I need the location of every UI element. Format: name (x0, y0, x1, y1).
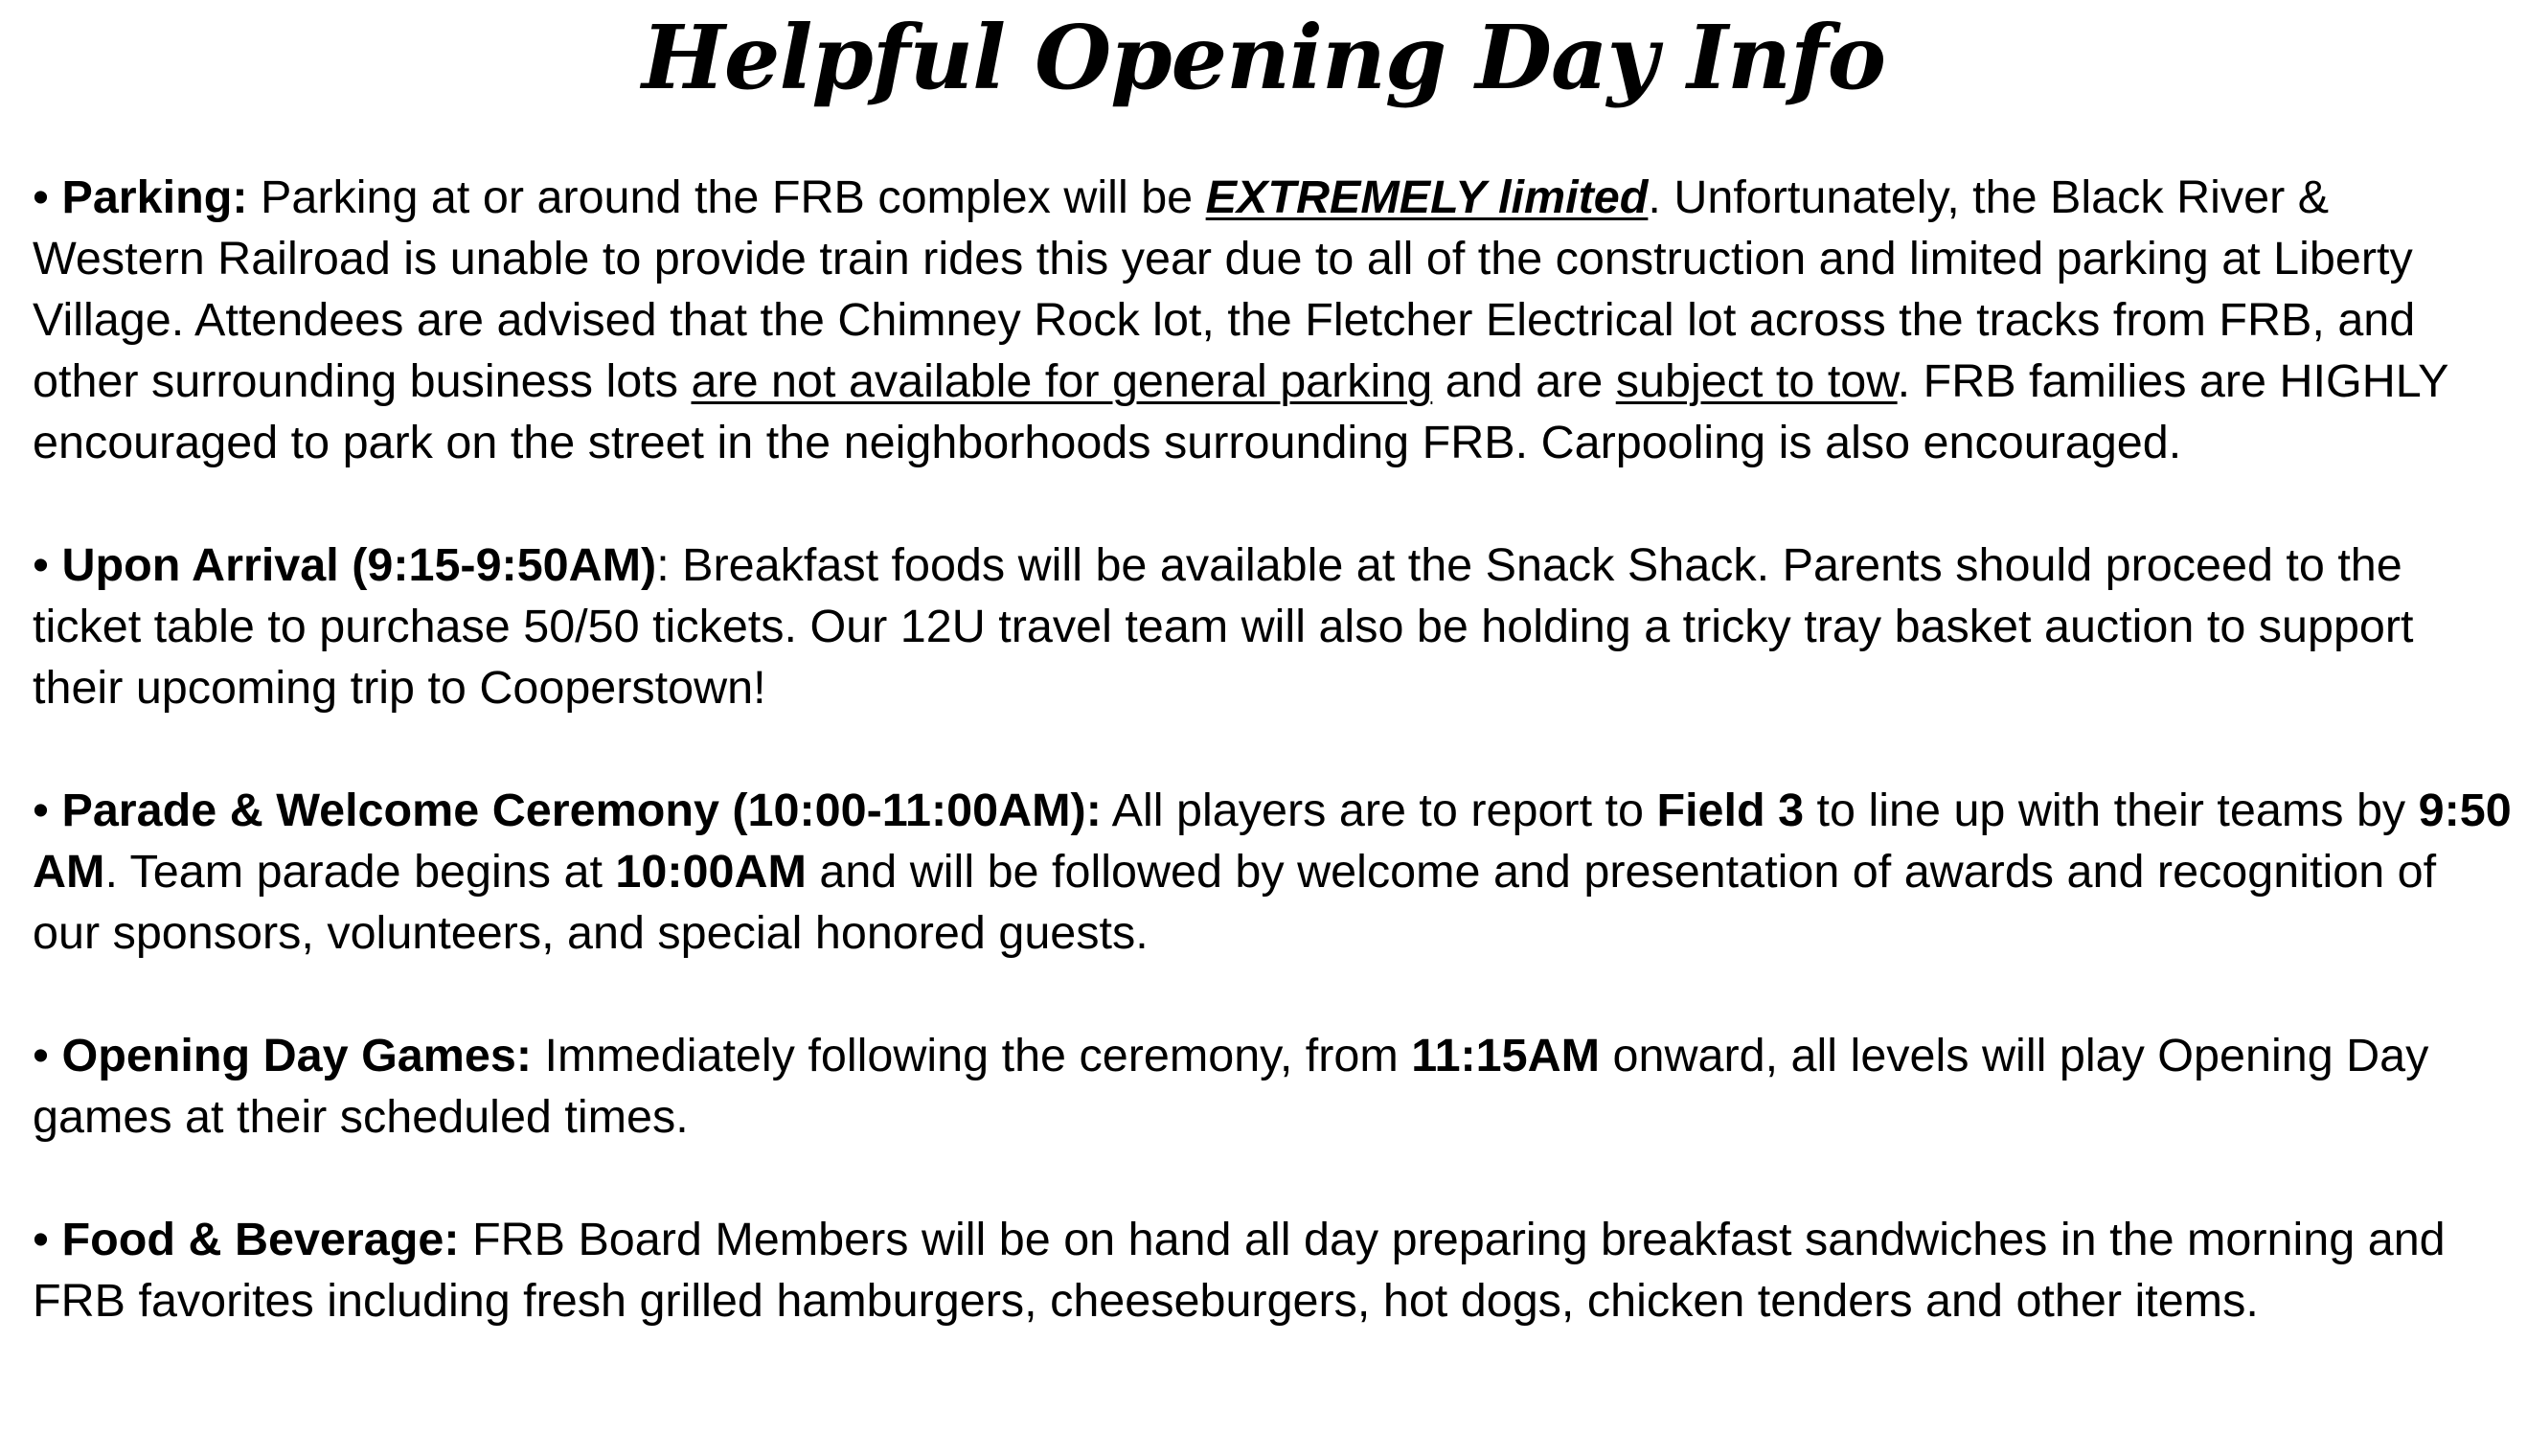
bullet: • (33, 1214, 49, 1265)
games-time: 11:15AM (1411, 1030, 1601, 1081)
page-title: Helpful Opening Day Info (641, 6, 1885, 109)
parade-start-time: 10:00AM (615, 846, 807, 898)
parking-text-1: Parking at or around the FRB complex will be (247, 171, 1206, 223)
games-text-1: Immediately following the ceremony, from (532, 1030, 1412, 1081)
arrival-section (33, 535, 2514, 718)
bullet: • (33, 785, 49, 836)
parade-section (33, 780, 2514, 964)
parade-label: Parade & Welcome Ceremony (10:00-11:00AM): (61, 785, 1102, 836)
bullet: • (33, 171, 49, 223)
games-label: Opening Day Games: (61, 1030, 532, 1081)
parking-not-available: are not available for general parking (691, 355, 1433, 407)
games-section (33, 1025, 2514, 1148)
arrival-label: Upon Arrival (9:15-9:50AM) (61, 539, 657, 591)
parking-section (33, 167, 2514, 473)
parking-text-4: . FRB families are HIGHLY encouraged to park on the street in the neighborhoods surrounding FRB. Carpooling is also encouraged. (33, 355, 2448, 468)
food-section (33, 1209, 2514, 1331)
bullet: • (33, 539, 49, 591)
parade-report-time: 9:50 AM (33, 785, 2512, 898)
info-list (33, 167, 2514, 1331)
parking-subject-to-tow: subject to tow (1615, 355, 1898, 407)
parking-label: Parking: (61, 171, 248, 223)
parade-text-1: All players are to report to (1101, 785, 1657, 836)
parade-text-2: to line up with their teams by (1804, 785, 2419, 836)
parking-text-2: . Unfortunately, the Black River & Western Railroad is unable to provide train rides this year due to all of the construction and limited parking at Liberty Village. Attendees are advised that the Chimney Rock lot, the Fletcher Electrical lot across the tracks from FRB, and other surrounding business lots (33, 171, 2416, 407)
parade-text-3: . Team parade begins at (104, 846, 616, 898)
arrival-text: : Breakfast foods will be available at the Snack Shack. Parents should proceed to the ticket table to purchase 50/50 tickets. Our 12U travel team will also be holding a tricky tray basket auction to support their upcoming trip to Cooperstown! (33, 539, 2414, 714)
parade-text-4: and will be followed by welcome and presentation of awards and recognition of our sponsors, volunteers, and special honored guests. (33, 846, 2437, 959)
parade-field: Field 3 (1656, 785, 1805, 836)
parking-text-3: and are (1432, 355, 1616, 407)
bullet: • (33, 1030, 49, 1081)
games-text-2: onward, all levels will play Opening Day games at their scheduled times. (33, 1030, 2429, 1143)
food-text: FRB Board Members will be on hand all day preparing breakfast sandwiches in the morning and FRB favorites including fresh grilled hamburgers, cheeseburgers, hot dogs, chicken tenders and other items. (33, 1214, 2446, 1327)
food-label: Food & Beverage: (61, 1214, 460, 1265)
parking-emphasis: EXTREMELY limited (1205, 171, 1649, 223)
